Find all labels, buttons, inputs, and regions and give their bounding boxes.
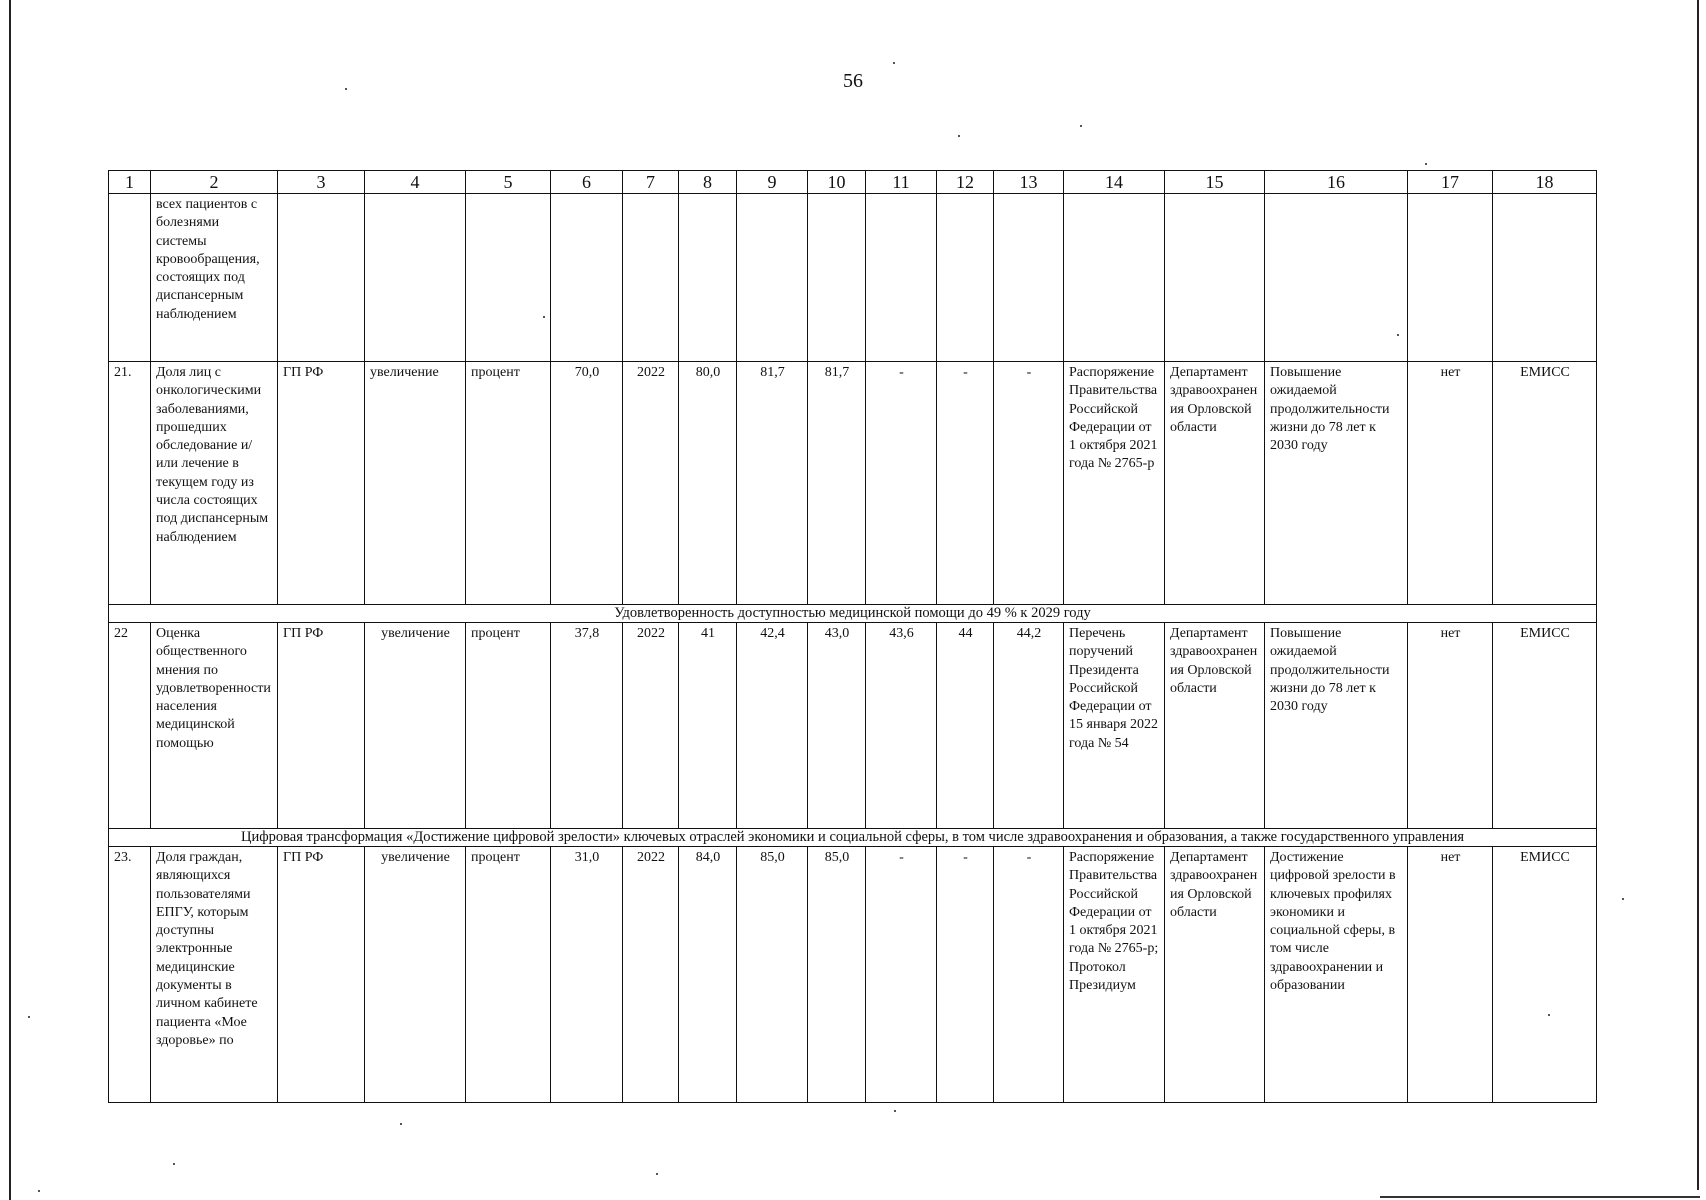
- column-number: 10: [808, 171, 866, 194]
- column-number: 8: [679, 171, 737, 194]
- base-year: 2022: [623, 623, 679, 829]
- info-system: ЕМИСС: [1493, 847, 1597, 1103]
- value-col-8: 84,0: [679, 847, 737, 1103]
- indicator-name: Доля лиц с онкологическими заболеваниями, прошедших обследование и/или лечение в текущем году из числа состоящих под диспансерным наблюдением: [151, 362, 278, 605]
- column-number: 16: [1265, 171, 1408, 194]
- value-col-13: 44,2: [994, 623, 1064, 829]
- value-col-12: -: [937, 362, 994, 605]
- row-number: 22: [109, 623, 151, 829]
- value-col-9: 81,7: [737, 362, 808, 605]
- national-goal: Повышение ожидаемой продолжительности жизни до 78 лет к 2030 году: [1265, 362, 1408, 605]
- base-value: 31,0: [551, 847, 623, 1103]
- row-number: 21.: [109, 362, 151, 605]
- column-number: 13: [994, 171, 1064, 194]
- flag-value: нет: [1408, 847, 1493, 1103]
- column-number: 18: [1493, 171, 1597, 194]
- column-number-row: [109, 171, 1597, 194]
- indicator-source: ГП РФ: [278, 362, 365, 605]
- value-col-10: 81,7: [808, 362, 866, 605]
- indicator-direction: увеличение: [365, 847, 466, 1103]
- column-number: 5: [466, 171, 551, 194]
- column-number: 3: [278, 171, 365, 194]
- column-number: 14: [1064, 171, 1165, 194]
- indicator-unit: процент: [466, 623, 551, 829]
- basis-document: Распоряжение Правительства Российской Федерации от 1 октября 2021 года № 2765-р; Протокол Президиум: [1064, 847, 1165, 1103]
- section-title: Удовлетворенность доступностью медицинской помощи до 49 % к 2029 году: [109, 605, 1597, 623]
- indicator-direction: увеличение: [365, 623, 466, 829]
- column-number: 17: [1408, 171, 1493, 194]
- national-goal: Повышение ожидаемой продолжительности жизни до 78 лет к 2030 году: [1265, 623, 1408, 829]
- column-number: 9: [737, 171, 808, 194]
- column-number: 4: [365, 171, 466, 194]
- indicator-direction: увеличение: [365, 362, 466, 605]
- column-number: 2: [151, 171, 278, 194]
- national-goal: Достижение цифровой зрелости в ключевых профилях экономики и социальной сферы, в том числе здравоохранении и образовании: [1265, 847, 1408, 1103]
- base-year: 2022: [623, 362, 679, 605]
- column-number: 11: [866, 171, 937, 194]
- table-row-22: [109, 623, 1597, 829]
- value-col-9: 42,4: [737, 623, 808, 829]
- basis-document: Перечень поручений Президента Российской Федерации от 15 января 2022 года № 54: [1064, 623, 1165, 829]
- responsible-body: Департамент здравоохранения Орловской области: [1165, 847, 1265, 1103]
- column-number: 7: [623, 171, 679, 194]
- value-col-11: -: [866, 362, 937, 605]
- indicator-table: [108, 170, 1597, 1103]
- column-number: 12: [937, 171, 994, 194]
- responsible-body: Департамент здравоохранения Орловской области: [1165, 623, 1265, 829]
- indicator-name-continued: всех пациентов с болезнями системы кровообращения, состоящих под диспансерным наблюдением: [151, 194, 278, 362]
- column-number: 1: [109, 171, 151, 194]
- section-title: Цифровая трансформация «Достижение цифровой зрелости» ключевых отраслей экономики и социальной сферы, в том числе здравоохранения и образования, а также государственного управления: [109, 829, 1597, 847]
- value-col-8: 41: [679, 623, 737, 829]
- value-col-12: -: [937, 847, 994, 1103]
- value-col-9: 85,0: [737, 847, 808, 1103]
- value-col-10: 85,0: [808, 847, 866, 1103]
- indicator-unit: процент: [466, 362, 551, 605]
- value-col-13: -: [994, 847, 1064, 1103]
- indicator-source: ГП РФ: [278, 623, 365, 829]
- row-number: 23.: [109, 847, 151, 1103]
- info-system: ЕМИСС: [1493, 623, 1597, 829]
- column-number: 15: [1165, 171, 1265, 194]
- scan-edge-left: [9, 0, 11, 1200]
- table-row-23: [109, 847, 1597, 1103]
- flag-value: нет: [1408, 623, 1493, 829]
- flag-value: нет: [1408, 362, 1493, 605]
- basis-document: Распоряжение Правительства Российской Федерации от 1 октября 2021 года № 2765-р: [1064, 362, 1165, 605]
- indicator-source: ГП РФ: [278, 847, 365, 1103]
- value-col-13: -: [994, 362, 1064, 605]
- table-row-continuation: [109, 194, 1597, 362]
- section-header-satisfaction: [109, 605, 1597, 623]
- indicator-name: Оценка общественного мнения по удовлетворенности населения медицинской помощью: [151, 623, 278, 829]
- base-value: 37,8: [551, 623, 623, 829]
- info-system: ЕМИСС: [1493, 362, 1597, 605]
- column-number: 6: [551, 171, 623, 194]
- scan-edge-bottom: [1380, 1196, 1700, 1198]
- value-col-11: -: [866, 847, 937, 1103]
- base-value: 70,0: [551, 362, 623, 605]
- scan-edge-right: [1697, 0, 1699, 1190]
- page-number: 56: [843, 70, 863, 92]
- value-col-10: 43,0: [808, 623, 866, 829]
- indicator-name: Доля граждан, являющихся пользователями ЕПГУ, которым доступны электронные медицинские документы в личном кабинете пациента «Мое здоровье» по: [151, 847, 278, 1103]
- section-header-digital: [109, 829, 1597, 847]
- value-col-12: 44: [937, 623, 994, 829]
- responsible-body: Департамент здравоохранения Орловской области: [1165, 362, 1265, 605]
- table-row-21: [109, 362, 1597, 605]
- value-col-8: 80,0: [679, 362, 737, 605]
- indicator-unit: процент: [466, 847, 551, 1103]
- base-year: 2022: [623, 847, 679, 1103]
- value-col-11: 43,6: [866, 623, 937, 829]
